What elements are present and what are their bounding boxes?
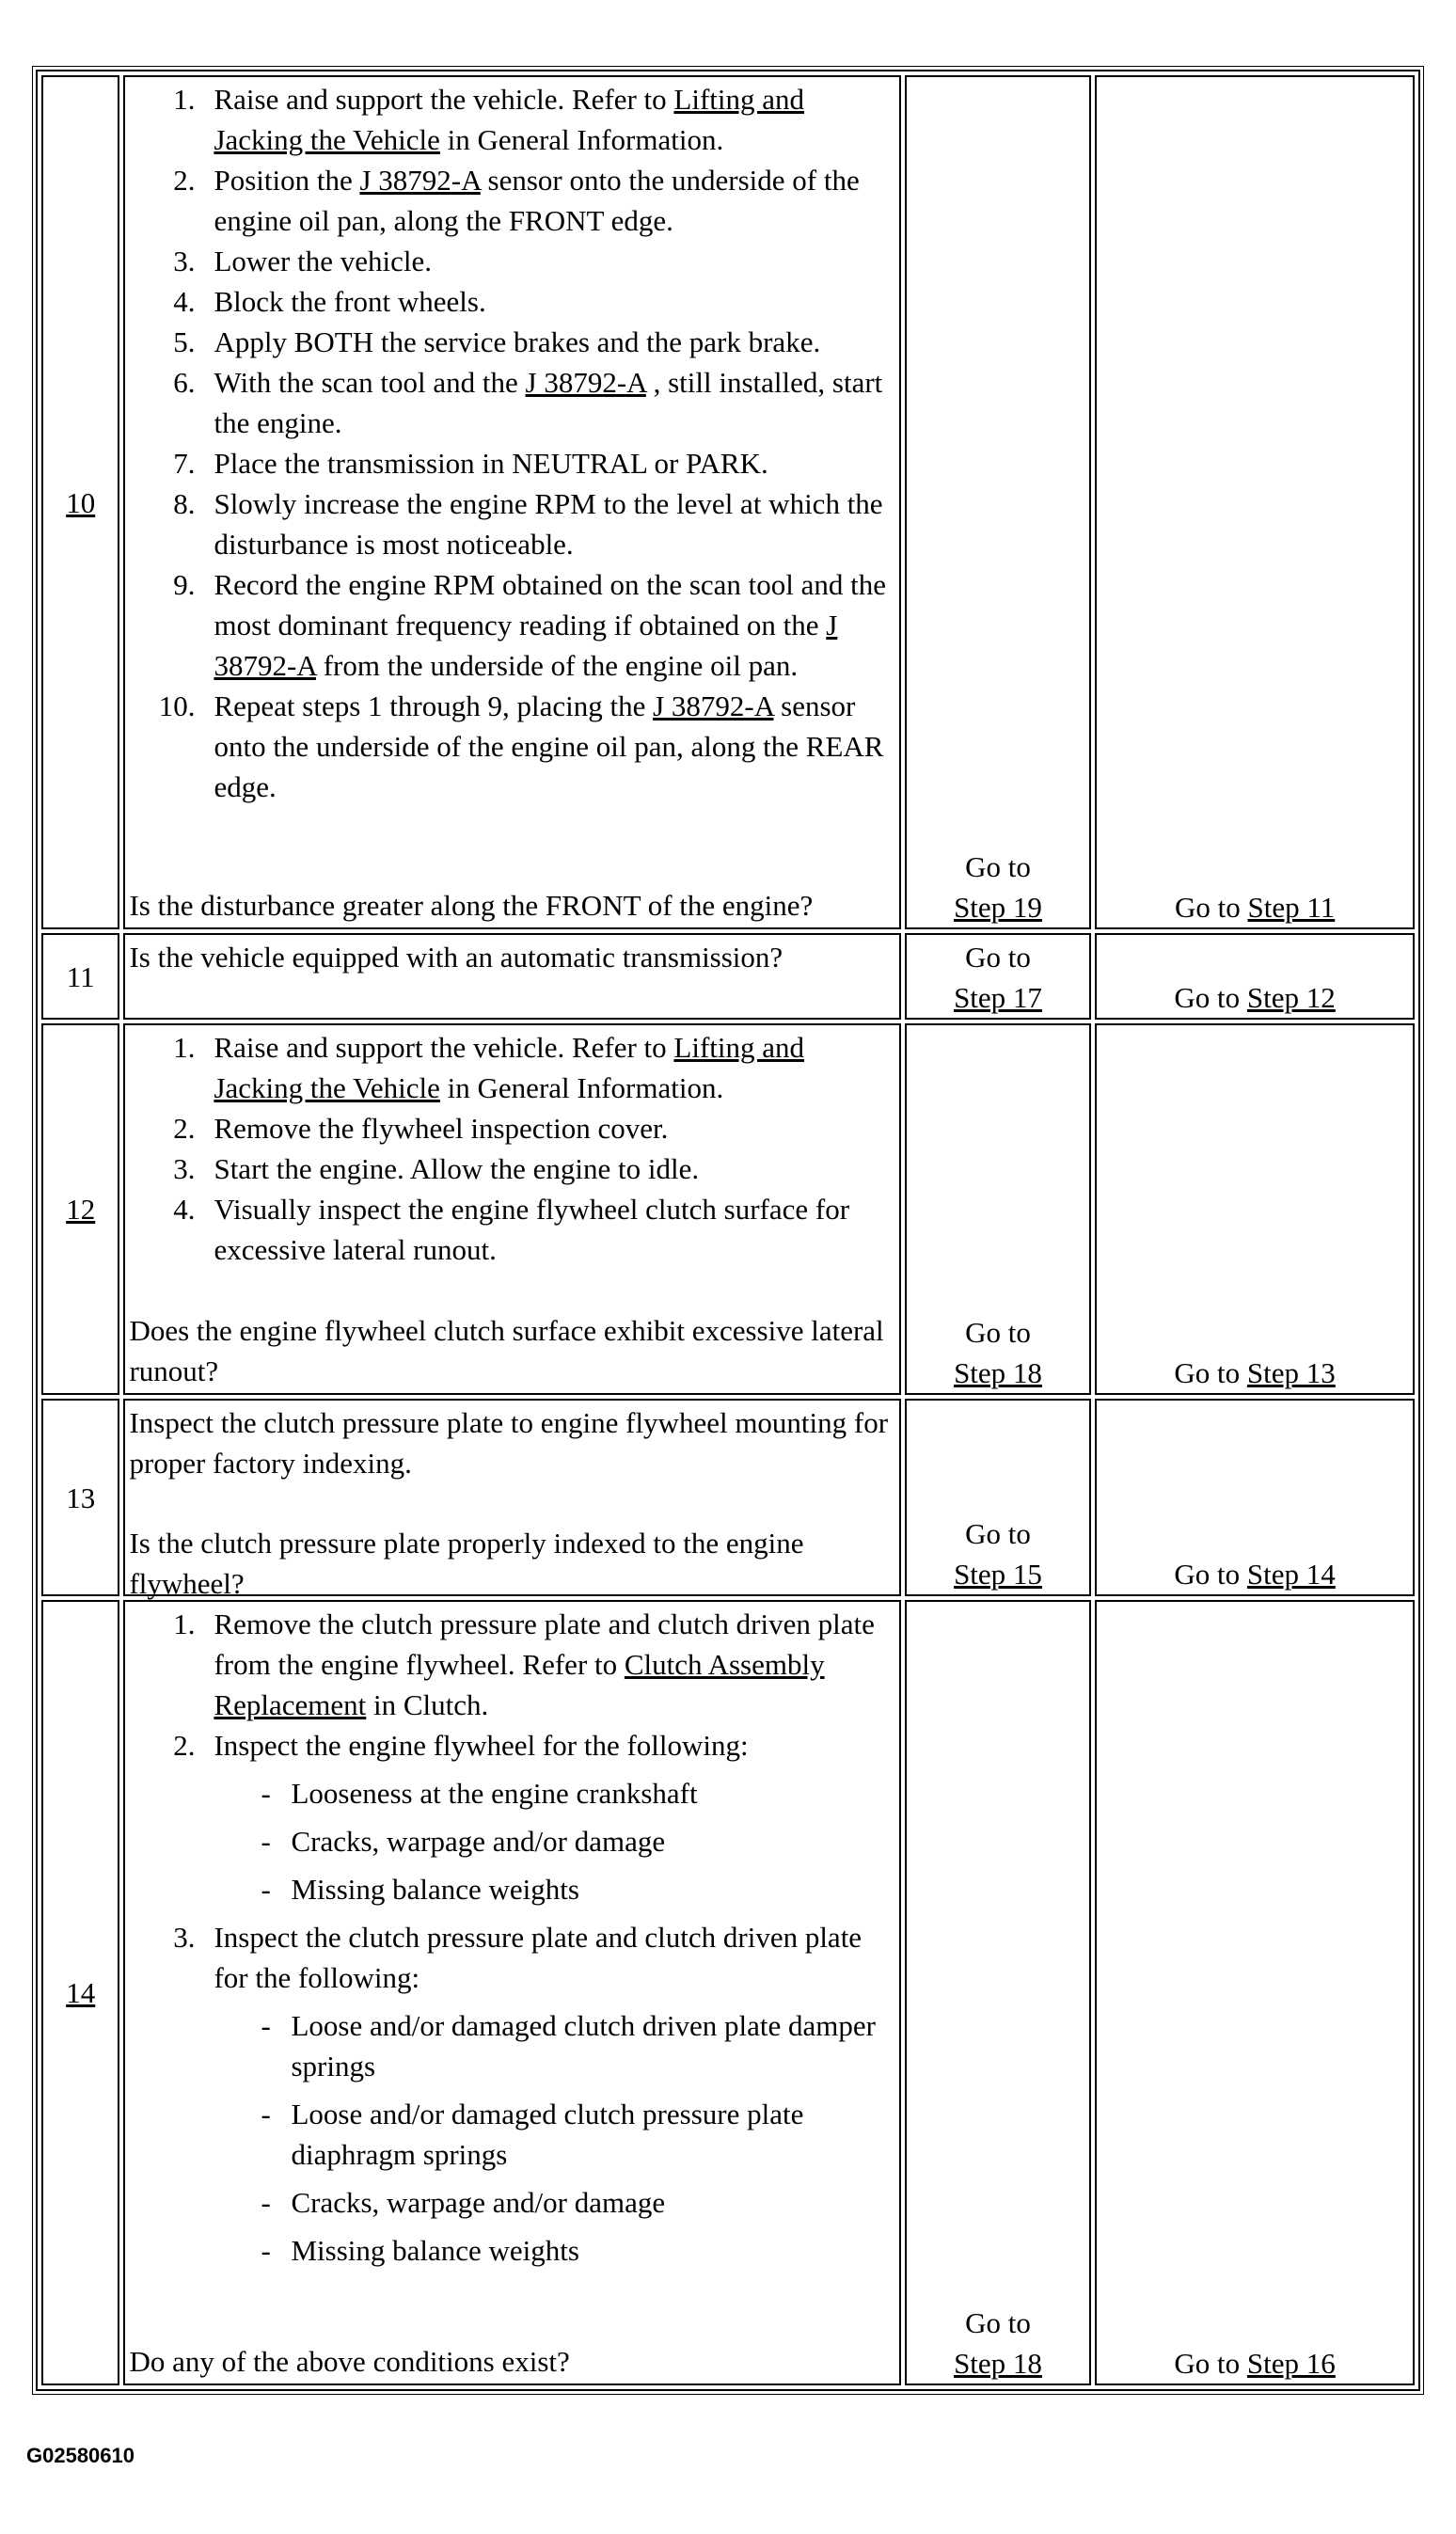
no-step-link[interactable]: Step 11	[1247, 891, 1336, 924]
inspection-list	[214, 1773, 894, 1909]
dash-bullet: -	[261, 2098, 271, 2130]
procedure-list	[129, 1027, 894, 1270]
procedure-step	[129, 1604, 894, 1725]
procedure-step-number: 7.	[173, 447, 196, 480]
no-action-cell	[1095, 1023, 1415, 1395]
no-goto-label: Go to	[1174, 2347, 1247, 2380]
procedure-step	[129, 686, 894, 807]
yes-step-line	[907, 977, 1089, 1018]
procedure-step	[129, 79, 894, 160]
procedure-text: Remove the flywheel inspection cover.	[214, 1112, 669, 1145]
step-number-link[interactable]: 10	[66, 485, 96, 519]
action-cell-content	[129, 1027, 894, 1391]
action-cell-top	[129, 79, 894, 807]
inspection-item-text: Loose and/or damaged clutch pressure plate diaphragm springs	[291, 2098, 804, 2171]
action-cell-content	[129, 937, 894, 1016]
procedure-step-number: 8.	[173, 487, 196, 520]
yes-goto-label: Go to	[965, 1517, 1031, 1550]
step-number-cell	[41, 933, 119, 1020]
inspection-item	[214, 2230, 894, 2271]
inspection-item	[214, 2005, 894, 2086]
procedure-text: Position the	[214, 164, 360, 197]
procedure-step	[129, 1148, 894, 1189]
action-cell-top	[129, 1027, 894, 1309]
procedure-text: , still installed, start the engine.	[214, 366, 883, 439]
procedure-step-number: 1.	[173, 1031, 196, 1064]
dash-bullet: -	[261, 1825, 271, 1858]
question-text: Does the engine flywheel clutch surface exhibit excessive lateral runout?	[129, 1314, 884, 1387]
no-goto-label: Go to	[1174, 981, 1247, 1014]
reference-link[interactable]: J 38792-A	[359, 164, 481, 197]
procedure-step-number: 4.	[173, 285, 196, 318]
procedure-step	[129, 564, 894, 686]
procedure-text: Inspect the clutch pressure plate and clutch driven plate for the following:	[214, 1921, 863, 1994]
procedure-step	[129, 483, 894, 564]
procedure-text: Visually inspect the engine flywheel clutch surface for excessive lateral runout.	[214, 1193, 850, 1266]
procedure-text: Place the transmission in NEUTRAL or PARK.	[214, 447, 768, 480]
step-number-link[interactable]: 12	[66, 1193, 96, 1226]
procedure-step-number: 3.	[173, 245, 196, 277]
action-cell-top	[129, 1604, 894, 2278]
yes-action-cell	[905, 1023, 1091, 1395]
action-cell	[123, 1023, 900, 1395]
question-text: Do any of the above conditions exist?	[129, 2345, 570, 2378]
action-cell	[123, 1399, 900, 1600]
procedure-step-number: 2.	[173, 1112, 196, 1145]
yes-action-cell	[905, 75, 1091, 929]
no-step-link[interactable]: Step 14	[1246, 1558, 1336, 1591]
reference-link[interactable]: Lifting and Jacking the Vehicle	[214, 1031, 805, 1104]
yes-step-line	[907, 1353, 1089, 1393]
action-cell-content	[129, 79, 894, 926]
procedure-step-number: 6.	[173, 366, 196, 399]
yes-action-cell	[905, 933, 1091, 1020]
no-goto-label: Go to	[1175, 891, 1248, 924]
no-action-cell	[1095, 1600, 1415, 2385]
procedure-text: Block the front wheels.	[214, 285, 486, 318]
inspection-item	[214, 1821, 894, 1861]
reference-link[interactable]: J 38792-A	[214, 609, 838, 682]
procedure-step	[129, 241, 894, 281]
yes-goto-label: Go to	[965, 2306, 1031, 2339]
table-row	[41, 1399, 1415, 1596]
procedure-step-number: 5.	[173, 325, 196, 358]
inspection-item	[214, 1773, 894, 1813]
dash-bullet: -	[261, 2186, 271, 2219]
procedure-step-number: 9.	[173, 568, 196, 601]
table-row	[41, 933, 1415, 1020]
yes-action-cell	[905, 1399, 1091, 1596]
no-step-link[interactable]: Step 13	[1246, 1356, 1336, 1389]
procedure-text: Slowly increase the engine RPM to the level at which the disturbance is most noticeable.	[214, 487, 883, 561]
step-number: 13	[66, 1481, 96, 1514]
yes-goto-label: Go to	[965, 850, 1031, 883]
yes-step-link[interactable]: Step 19	[954, 891, 1042, 924]
action-cell	[123, 933, 900, 1020]
no-action-cell	[1095, 75, 1415, 929]
procedure-text: sensor onto the underside of the engine oil pan, along the REAR edge.	[214, 689, 884, 803]
inspection-list	[214, 2005, 894, 2271]
inspection-item-text: Missing balance weights	[291, 1873, 579, 1906]
procedure-list	[129, 79, 894, 807]
procedure-text: Remove the clutch pressure plate and clutch driven plate from the engine flywheel. Refer to	[214, 1608, 875, 1681]
dash-bullet: -	[261, 2009, 271, 2042]
procedure-text: Start the engine. Allow the engine to idle.	[214, 1152, 700, 1185]
yes-goto-label: Go to	[965, 1316, 1031, 1349]
yes-step-link[interactable]: Step 18	[954, 2347, 1042, 2380]
procedure-step-number: 2.	[173, 1729, 196, 1762]
procedure-text: With the scan tool and the	[214, 366, 526, 399]
reference-link[interactable]: J 38792-A	[525, 366, 646, 399]
procedure-step	[129, 1917, 894, 2271]
yes-step-line	[907, 1554, 1089, 1594]
procedure-step-number: 10.	[158, 689, 196, 722]
procedure-step-number: 3.	[173, 1152, 196, 1185]
diagnostic-table	[36, 70, 1420, 2391]
procedure-step	[129, 281, 894, 322]
dash-bullet: -	[261, 2234, 271, 2267]
inspection-item-text: Loose and/or damaged clutch driven plate damper springs	[291, 2009, 876, 2083]
procedure-step-number: 2.	[173, 164, 196, 197]
action-cell-content	[129, 1402, 894, 1600]
procedure-step-number: 1.	[173, 1608, 196, 1640]
yes-step-link[interactable]: Step 17	[954, 981, 1042, 1014]
procedure-step	[129, 443, 894, 483]
inspection-item-text: Missing balance weights	[291, 2234, 579, 2267]
table-row	[41, 75, 1415, 929]
action-cell-content	[129, 1604, 894, 2382]
procedure-text: Inspect the engine flywheel for the following:	[214, 1729, 749, 1762]
table-row	[41, 1023, 1415, 1395]
procedure-step	[129, 1027, 894, 1108]
procedure-step	[129, 1725, 894, 1909]
procedure-step-number: 4.	[173, 1193, 196, 1226]
step-number-cell	[41, 1023, 119, 1395]
procedure-text: in General Information.	[439, 1071, 724, 1104]
spacer	[129, 1483, 894, 1523]
procedure-text: Apply BOTH the service brakes and the park brake.	[214, 325, 821, 358]
step-number-cell	[41, 75, 119, 929]
no-goto-label: Go to	[1174, 1356, 1247, 1389]
action-cell-top	[129, 1402, 894, 1523]
reference-link[interactable]: Clutch Assembly Replacement	[214, 1648, 825, 1721]
reference-link[interactable]: Lifting and Jacking the Vehicle	[214, 83, 805, 156]
instruction-text: Inspect the clutch pressure plate to engine flywheel mounting for proper factory indexing.	[129, 1406, 889, 1480]
no-step-link[interactable]: Step 12	[1246, 981, 1336, 1014]
procedure-step	[129, 1108, 894, 1148]
procedure-text: in General Information.	[439, 123, 724, 156]
diagnostic-table-body	[41, 75, 1415, 2385]
procedure-step	[129, 1189, 894, 1270]
step-number-cell	[41, 1600, 119, 2385]
procedure-text: Record the engine RPM obtained on the scan tool and the most dominant frequency reading if obtained on the	[214, 568, 887, 641]
inspection-item-text: Cracks, warpage and/or damage	[291, 1825, 666, 1858]
procedure-text: in Clutch.	[366, 1688, 489, 1721]
procedure-text: Repeat steps 1 through 9, placing the	[214, 689, 654, 722]
no-action-cell	[1095, 1399, 1415, 1596]
yes-step-line	[907, 887, 1089, 927]
reference-link[interactable]: J 38792-A	[653, 689, 774, 722]
yes-goto-label: Go to	[965, 941, 1031, 974]
procedure-list	[129, 1604, 894, 2271]
procedure-step-number: 1.	[173, 83, 196, 116]
table-row	[41, 1600, 1415, 2385]
procedure-step	[129, 160, 894, 241]
procedure-step-number: 3.	[173, 1921, 196, 1954]
inspection-item	[214, 2094, 894, 2175]
step-number-link[interactable]: 14	[66, 1976, 96, 2009]
procedure-text: Raise and support the vehicle. Refer to	[214, 1031, 674, 1064]
procedure-text: from the underside of the engine oil pan.	[315, 649, 799, 682]
inspection-item	[214, 1869, 894, 1909]
action-cell	[123, 75, 900, 929]
question-text: Is the clutch pressure plate properly indexed to the engine flywheel?	[129, 1527, 804, 1600]
spacer	[129, 1270, 894, 1309]
yes-step-link[interactable]: Step 18	[954, 1356, 1042, 1389]
action-cell	[123, 1600, 900, 2385]
yes-action-cell	[905, 1600, 1091, 2385]
procedure-step	[129, 322, 894, 362]
no-step-link[interactable]: Step 16	[1246, 2347, 1336, 2380]
inspection-item-text: Cracks, warpage and/or damage	[291, 2186, 666, 2219]
yes-step-line	[907, 2343, 1089, 2384]
question-text: Is the vehicle equipped with an automatic transmission?	[129, 941, 783, 974]
procedure-text: Raise and support the vehicle. Refer to	[214, 83, 674, 116]
inspection-item-text: Looseness at the engine crankshaft	[291, 1777, 698, 1810]
step-number-cell	[41, 1399, 119, 1596]
no-goto-label: Go to	[1174, 1558, 1247, 1591]
procedure-text: Lower the vehicle.	[214, 245, 432, 277]
no-action-cell	[1095, 933, 1415, 1020]
dash-bullet: -	[261, 1777, 271, 1810]
step-number: 11	[66, 959, 95, 993]
inspection-item	[214, 2182, 894, 2223]
figure-id: G02580610	[26, 2444, 135, 2467]
yes-step-link[interactable]: Step 15	[954, 1558, 1042, 1591]
question-text: Is the disturbance greater along the FRONT of the engine?	[129, 889, 814, 922]
procedure-step	[129, 362, 894, 443]
procedure-text: sensor onto the underside of the engine oil pan, along the FRONT edge.	[214, 164, 860, 237]
dash-bullet: -	[261, 1873, 271, 1906]
